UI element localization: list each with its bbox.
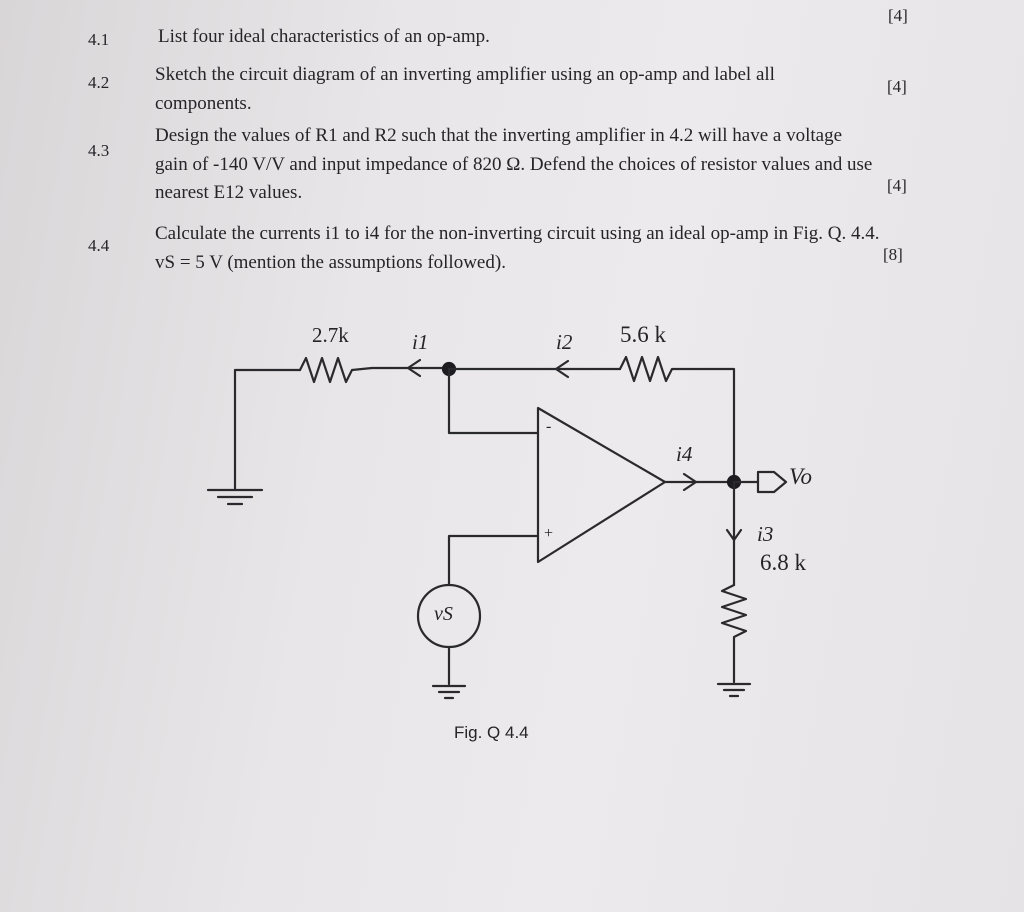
output-terminal	[758, 472, 786, 492]
q4-text: Calculate the currents i1 to i4 for the non-inverting circuit using an ideal op-amp in Fig. Q. 4.4. vS = 5 V (mention the assumptions followed).	[155, 223, 880, 273]
q1-marks: [4]	[888, 6, 908, 25]
op-amp-triangle	[538, 408, 665, 562]
label-plus: +	[544, 525, 554, 542]
label-r-right: 5.6 k	[620, 322, 666, 347]
left-ground-wire	[235, 370, 300, 490]
label-i2: i2	[556, 330, 573, 354]
q4-marks: [8]	[883, 245, 903, 264]
q3-number: 4.3	[88, 141, 110, 160]
label-i1: i1	[412, 330, 429, 354]
label-vo: Vo	[789, 464, 812, 489]
label-i4: i4	[676, 442, 693, 466]
load-ground	[718, 684, 750, 696]
label-i3: i3	[757, 522, 774, 546]
q4-number: 4.4	[88, 236, 110, 255]
wire-to-noninverting-input	[449, 536, 538, 584]
resistor-2-7k	[300, 358, 372, 382]
label-r-load: 6.8 k	[760, 550, 806, 575]
resistor-6-8k	[722, 585, 746, 682]
q2-number: 4.2	[88, 73, 110, 92]
figure-caption: Fig. Q 4.4	[454, 723, 529, 742]
left-ground	[208, 490, 262, 504]
q1-text: List four ideal characteristics of an op-amp.	[158, 26, 490, 47]
label-r-left: 2.7k	[312, 323, 349, 347]
wire-to-inverting-input	[449, 369, 538, 433]
q3-text: Design the values of R1 and R2 such that the inverting amplifier in 4.2 will have a voltage gain of -140 V/V and input impedance of 820 Ω. Defend the choices of resistor values and use nearest E12 values.	[155, 125, 873, 203]
q2-text: Sketch the circuit diagram of an inverting amplifier using an op-amp and label all components.	[155, 64, 775, 115]
label-source: vS	[434, 603, 453, 625]
label-minus: -	[546, 418, 552, 435]
q3-marks: [4]	[887, 176, 907, 195]
q2-marks: [4]	[887, 77, 907, 96]
q1-number: 4.1	[88, 30, 110, 49]
source-ground	[433, 686, 465, 698]
